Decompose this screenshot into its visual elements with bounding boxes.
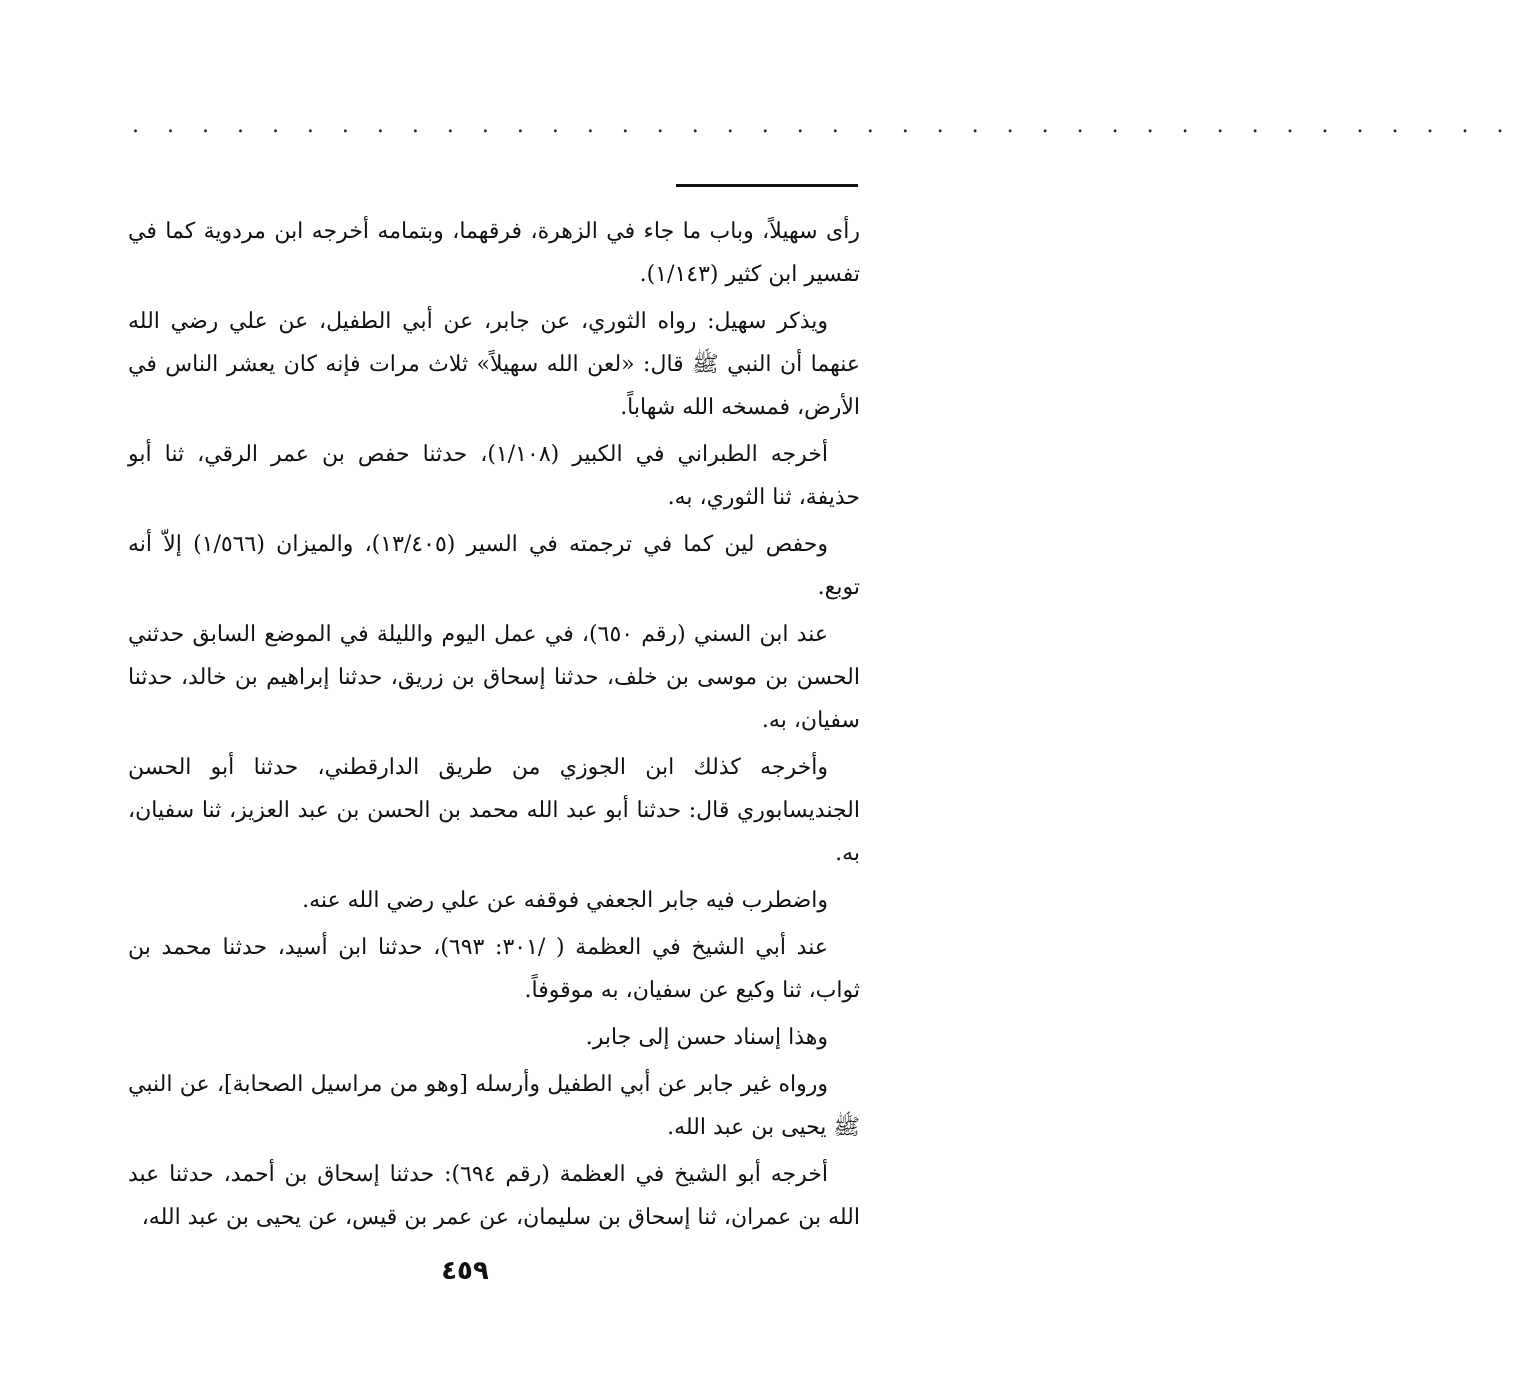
page-number: ٤٥٩ bbox=[441, 1256, 489, 1286]
paragraph-7: واضطرب فيه جابر الجعفي فوقفه عن علي رضي الله عنه. bbox=[302, 888, 828, 913]
paragraph-6: وأخرجه كذلك ابن الجوزي من طريق الدارقطني، حدثنا أبو الحسن الجنديسابوري قال: حدثنا أبو عبد الله محمد بن الحسن بن عبد العزيز، ثنا سفيان، به. bbox=[128, 755, 860, 866]
paragraph-10: ورواه غير جابر عن أبي الطفيل وأرسله [وهو من مراسيل الصحابة]، عن النبي ﷺ يحيى بن عبد الله. bbox=[128, 1072, 860, 1140]
footnote-rule bbox=[676, 184, 858, 187]
paragraph-1: رأى سهيلاً، وباب ما جاء في الزهرة، فرقهما، وبتمامه أخرجه ابن مردوية كما في تفسير ابن كثير (١/١٤٣). bbox=[128, 219, 860, 287]
paragraph-3: أخرجه الطبراني في الكبير (١/١٠٨)، حدثنا حفص بن عمر الرقي، ثنا أبو حذيفة، ثنا الثوري، به. bbox=[128, 442, 860, 510]
paragraph-5: عند ابن السني (رقم ٦٥٠)، في عمل اليوم والليلة في الموضع السابق حدثني الحسن بن موسى بن خلف، حدثنا إسحاق بن زريق، حدثنا إبراهيم بن خالد، حدثنا سفيان، به. bbox=[128, 622, 860, 733]
paragraph-8: عند أبي الشيخ في العظمة ( /٣٠١: ٦٩٣)، حدثنا ابن أسيد، حدثنا محمد بن ثواب، ثنا وكيع عن سفيان، به موقوفاً. bbox=[128, 935, 860, 1003]
paragraph-11: أخرجه أبو الشيخ في العظمة (رقم ٦٩٤): حدثنا إسحاق بن أحمد، حدثنا عبد الله بن عمران، ثنا إسحاق بن سليمان، عن عمر بن قيس، عن يحيى بن عبد الله، bbox=[128, 1162, 860, 1230]
paragraph-4: وحفص لين كما في ترجمته في السير (١٣/٤٠٥)، والميزان (١/٥٦٦) إلاّ أنه توبع. bbox=[128, 532, 860, 600]
footnote-text bbox=[128, 210, 860, 1243]
paragraph-9: وهذا إسناد حسن إلى جابر. bbox=[585, 1025, 828, 1050]
dotted-separator: . . . . . . . . . . . . . . . . . . . . . . . . . . . . . . . . . . . . . . . . bbox=[132, 113, 1514, 138]
paragraph-2: ويذكر سهيل: رواه الثوري، عن جابر، عن أبي الطفيل، عن علي رضي الله عنهما أن النبي ﷺ قال: «لعن الله سهيلاً» ثلاث مرات فإنه كان يعشر الناس في الأرض، فمسخه الله شهاباً. bbox=[128, 309, 860, 420]
